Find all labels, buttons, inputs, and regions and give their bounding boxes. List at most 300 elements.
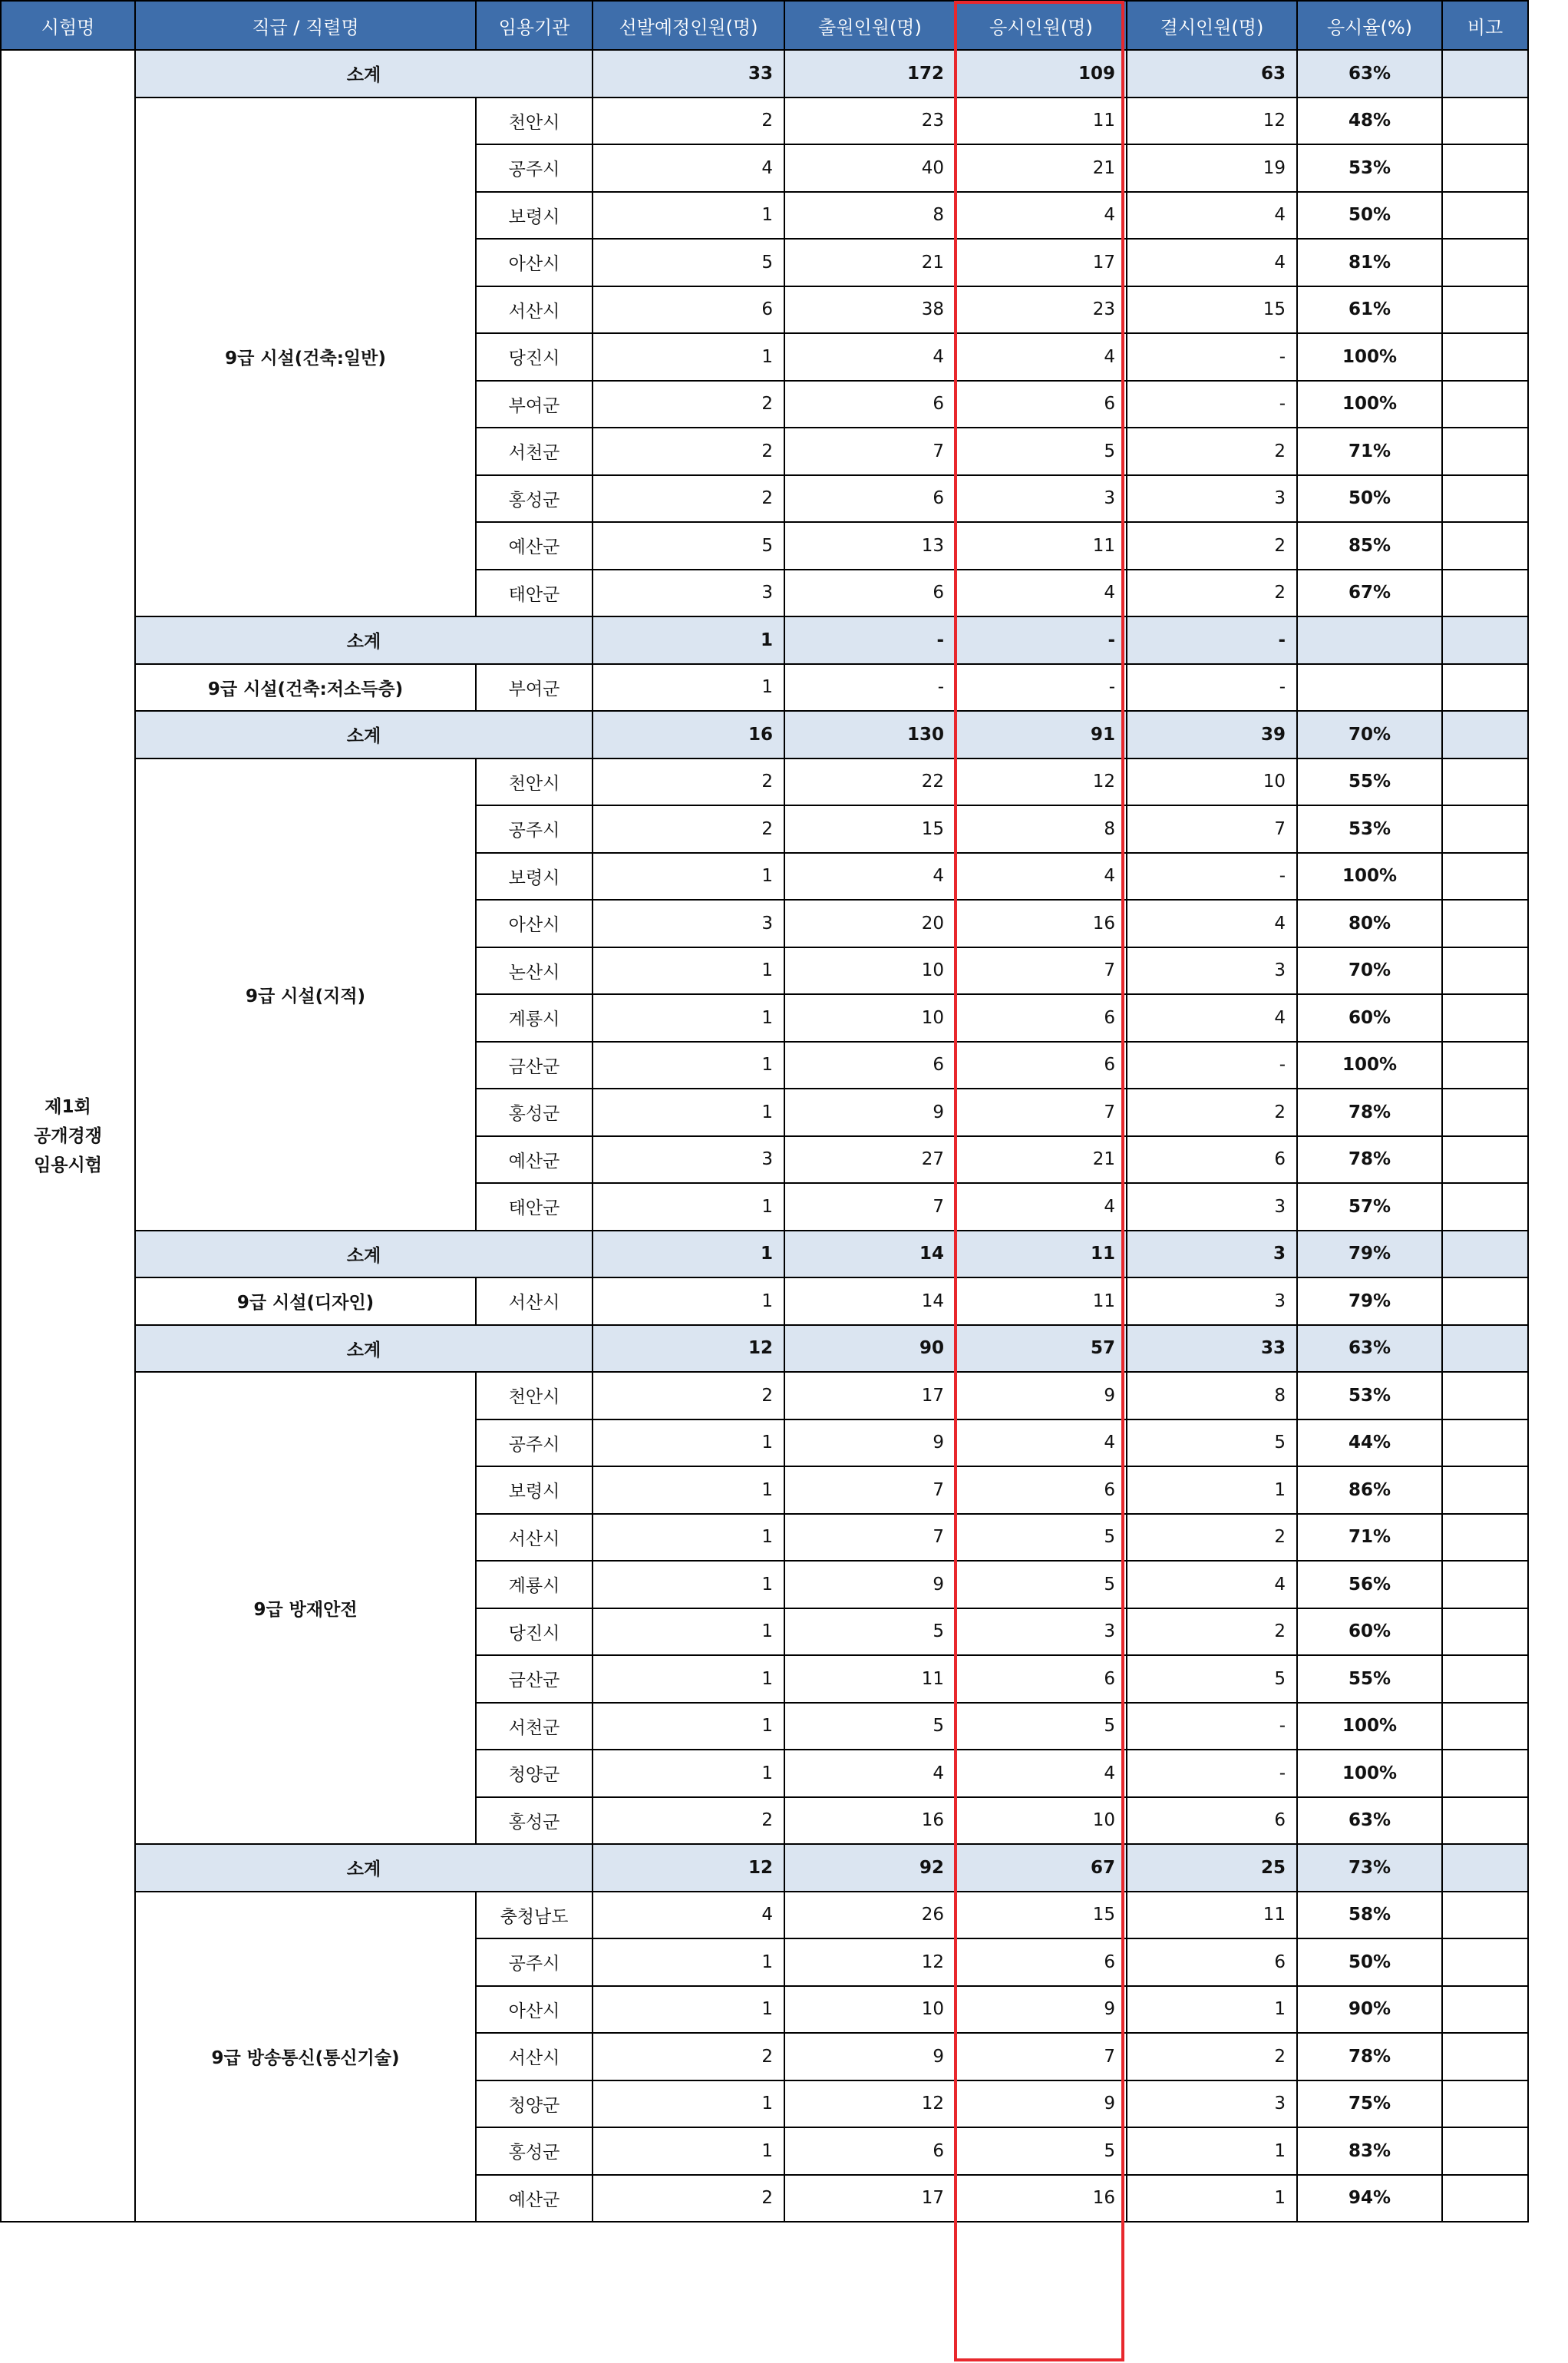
- absent-cell: 15: [1127, 286, 1297, 334]
- absent-cell: 2: [1127, 1608, 1297, 1656]
- planned-cell: 1: [593, 1042, 784, 1089]
- subtotal-absent: 3: [1127, 1231, 1297, 1278]
- attended-cell: 21: [956, 144, 1127, 192]
- planned-cell: 1: [593, 1466, 784, 1514]
- planned-cell: 2: [593, 2175, 784, 2223]
- position-name-cell: 9급 시설(디자인): [135, 1277, 476, 1325]
- attended-cell: 4: [956, 1183, 1127, 1231]
- note-cell: [1442, 428, 1528, 475]
- applied-cell: 23: [784, 97, 956, 145]
- position-name-cell: 9급 방재안전: [135, 1372, 476, 1844]
- note-cell: [1442, 239, 1528, 286]
- planned-cell: 1: [593, 1514, 784, 1562]
- subtotal-row: [1, 1844, 1528, 1892]
- rate-cell: 94%: [1297, 2175, 1442, 2223]
- absent-cell: 2: [1127, 1514, 1297, 1562]
- applied-cell: 22: [784, 758, 956, 806]
- agency-cell: 계룡시: [476, 994, 593, 1042]
- note-cell: [1442, 947, 1528, 995]
- rate-cell: 53%: [1297, 144, 1442, 192]
- applied-cell: 10: [784, 1986, 956, 2034]
- note-cell: [1442, 1561, 1528, 1608]
- applied-cell: 14: [784, 1277, 956, 1325]
- subtotal-attended: 91: [956, 711, 1127, 758]
- rate-cell: 78%: [1297, 1136, 1442, 1184]
- planned-cell: 2: [593, 1372, 784, 1419]
- agency-cell: 홍성군: [476, 2127, 593, 2175]
- note-cell: [1442, 2033, 1528, 2080]
- applied-cell: 15: [784, 805, 956, 853]
- note-cell: [1442, 758, 1528, 806]
- agency-cell: 공주시: [476, 144, 593, 192]
- attended-cell: 7: [956, 1089, 1127, 1136]
- agency-cell: 홍성군: [476, 1797, 593, 1845]
- planned-cell: 1: [593, 1089, 784, 1136]
- subtotal-rate: [1297, 616, 1442, 664]
- note-cell: [1442, 333, 1528, 381]
- rate-cell: 100%: [1297, 853, 1442, 901]
- note-cell: [1442, 570, 1528, 617]
- header-attended: 응시인원(명): [956, 1, 1127, 50]
- rate-cell: 44%: [1297, 1419, 1442, 1467]
- rate-cell: 56%: [1297, 1561, 1442, 1608]
- applied-cell: 6: [784, 381, 956, 428]
- planned-cell: 1: [593, 947, 784, 995]
- applied-cell: 12: [784, 2080, 956, 2128]
- table-row: [1, 1892, 1528, 1939]
- rate-cell: 53%: [1297, 805, 1442, 853]
- applied-cell: 7: [784, 1183, 956, 1231]
- applied-cell: 27: [784, 1136, 956, 1184]
- absent-cell: 6: [1127, 1797, 1297, 1845]
- subtotal-applied: -: [784, 616, 956, 664]
- absent-cell: -: [1127, 1703, 1297, 1750]
- applied-cell: 9: [784, 1089, 956, 1136]
- applied-cell: 7: [784, 1466, 956, 1514]
- table-body: [1, 1, 1528, 2222]
- absent-cell: 3: [1127, 2080, 1297, 2128]
- subtotal-label: 소계: [135, 1844, 593, 1892]
- position-name-cell: 9급 시설(지적): [135, 758, 476, 1231]
- agency-cell: 공주시: [476, 1938, 593, 1986]
- agency-cell: 홍성군: [476, 475, 593, 523]
- planned-cell: 2: [593, 381, 784, 428]
- agency-cell: 태안군: [476, 1183, 593, 1231]
- attended-cell: 7: [956, 947, 1127, 995]
- attended-cell: 6: [956, 1466, 1127, 1514]
- subtotal-absent: 33: [1127, 1325, 1297, 1373]
- attended-cell: 9: [956, 1986, 1127, 2034]
- planned-cell: 2: [593, 2033, 784, 2080]
- rate-cell: 100%: [1297, 381, 1442, 428]
- attended-cell: 6: [956, 994, 1127, 1042]
- absent-cell: -: [1127, 1042, 1297, 1089]
- agency-cell: 금산군: [476, 1042, 593, 1089]
- applied-cell: 38: [784, 286, 956, 334]
- rate-cell: 71%: [1297, 1514, 1442, 1562]
- position-name-cell: 9급 시설(건축:일반): [135, 97, 476, 617]
- attended-cell: 5: [956, 1703, 1127, 1750]
- agency-cell: 논산시: [476, 947, 593, 995]
- rate-cell: 71%: [1297, 428, 1442, 475]
- absent-cell: -: [1127, 333, 1297, 381]
- applied-cell: 7: [784, 1514, 956, 1562]
- planned-cell: 6: [593, 286, 784, 334]
- planned-cell: 1: [593, 1183, 784, 1231]
- applied-cell: 16: [784, 1797, 956, 1845]
- agency-cell: 서천군: [476, 428, 593, 475]
- agency-cell: 아산시: [476, 1986, 593, 2034]
- planned-cell: 1: [593, 1703, 784, 1750]
- planned-cell: 3: [593, 1136, 784, 1184]
- planned-cell: 1: [593, 2127, 784, 2175]
- header-position: 직급 / 직렬명: [135, 1, 476, 50]
- absent-cell: 4: [1127, 900, 1297, 947]
- absent-cell: -: [1127, 1750, 1297, 1797]
- note-cell: [1442, 1986, 1528, 2034]
- subtotal-planned: 12: [593, 1325, 784, 1373]
- attended-cell: 10: [956, 1797, 1127, 1845]
- planned-cell: 1: [593, 1938, 784, 1986]
- absent-cell: 2: [1127, 522, 1297, 570]
- absent-cell: 6: [1127, 1938, 1297, 1986]
- attended-cell: 11: [956, 97, 1127, 145]
- planned-cell: 5: [593, 522, 784, 570]
- subtotal-planned: 12: [593, 1844, 784, 1892]
- header-row: [1, 1, 1528, 50]
- subtotal-row: [1, 1231, 1528, 1278]
- agency-cell: 천안시: [476, 758, 593, 806]
- subtotal-rate: 63%: [1297, 50, 1442, 97]
- agency-cell: 금산군: [476, 1655, 593, 1703]
- subtotal-absent: 63: [1127, 50, 1297, 97]
- subtotal-note: [1442, 711, 1528, 758]
- rate-cell: 50%: [1297, 475, 1442, 523]
- note-cell: [1442, 2080, 1528, 2128]
- note-cell: [1442, 1750, 1528, 1797]
- rate-cell: 100%: [1297, 1703, 1442, 1750]
- note-cell: [1442, 994, 1528, 1042]
- subtotal-label: 소계: [135, 1231, 593, 1278]
- agency-cell: 당진시: [476, 1608, 593, 1656]
- rate-cell: 70%: [1297, 947, 1442, 995]
- rate-cell: 60%: [1297, 1608, 1442, 1656]
- agency-cell: 당진시: [476, 333, 593, 381]
- subtotal-rate: 73%: [1297, 1844, 1442, 1892]
- planned-cell: 1: [593, 1655, 784, 1703]
- note-cell: [1442, 381, 1528, 428]
- exam-name-line: 임용시험: [34, 1155, 102, 1175]
- table-row: [1, 664, 1528, 712]
- agency-cell: 공주시: [476, 1419, 593, 1467]
- subtotal-row: [1, 711, 1528, 758]
- rate-cell: 67%: [1297, 570, 1442, 617]
- absent-cell: 4: [1127, 239, 1297, 286]
- agency-cell: 계룡시: [476, 1561, 593, 1608]
- subtotal-rate: 63%: [1297, 1325, 1442, 1373]
- attended-cell: 8: [956, 805, 1127, 853]
- exam-name-line: 제1회: [45, 1096, 91, 1117]
- rate-cell: 83%: [1297, 2127, 1442, 2175]
- subtotal-absent: 25: [1127, 1844, 1297, 1892]
- note-cell: [1442, 522, 1528, 570]
- planned-cell: 1: [593, 192, 784, 240]
- header-planned: 선발예정인원(명): [593, 1, 784, 50]
- applied-cell: 9: [784, 1561, 956, 1608]
- subtotal-absent: -: [1127, 616, 1297, 664]
- note-cell: [1442, 1089, 1528, 1136]
- note-cell: [1442, 1419, 1528, 1467]
- attended-cell: -: [956, 664, 1127, 712]
- agency-cell: 부여군: [476, 381, 593, 428]
- attended-cell: 5: [956, 1514, 1127, 1562]
- applied-cell: 21: [784, 239, 956, 286]
- attended-cell: 23: [956, 286, 1127, 334]
- agency-cell: 서산시: [476, 1277, 593, 1325]
- subtotal-attended: 67: [956, 1844, 1127, 1892]
- attended-cell: 12: [956, 758, 1127, 806]
- absent-cell: 2: [1127, 428, 1297, 475]
- rate-cell: 55%: [1297, 758, 1442, 806]
- attended-cell: 9: [956, 2080, 1127, 2128]
- subtotal-row: [1, 616, 1528, 664]
- subtotal-label: 소계: [135, 616, 593, 664]
- absent-cell: 5: [1127, 1655, 1297, 1703]
- attended-cell: 6: [956, 1042, 1127, 1089]
- agency-cell: 천안시: [476, 97, 593, 145]
- planned-cell: 2: [593, 428, 784, 475]
- applied-cell: 20: [784, 900, 956, 947]
- planned-cell: 2: [593, 758, 784, 806]
- agency-cell: 서천군: [476, 1703, 593, 1750]
- note-cell: [1442, 1372, 1528, 1419]
- agency-cell: 공주시: [476, 805, 593, 853]
- rate-cell: 100%: [1297, 333, 1442, 381]
- note-cell: [1442, 475, 1528, 523]
- applied-cell: 9: [784, 2033, 956, 2080]
- rate-cell: 63%: [1297, 1797, 1442, 1845]
- subtotal-attended: 57: [956, 1325, 1127, 1373]
- planned-cell: 5: [593, 239, 784, 286]
- note-cell: [1442, 900, 1528, 947]
- applied-cell: 40: [784, 144, 956, 192]
- rate-cell: 50%: [1297, 192, 1442, 240]
- position-name-cell: 9급 방송통신(통신기술): [135, 1892, 476, 2223]
- subtotal-row: [1, 50, 1528, 97]
- subtotal-note: [1442, 1325, 1528, 1373]
- note-cell: [1442, 1797, 1528, 1845]
- planned-cell: 1: [593, 853, 784, 901]
- planned-cell: 1: [593, 1561, 784, 1608]
- table-row: [1, 1372, 1528, 1419]
- rate-cell: 75%: [1297, 2080, 1442, 2128]
- rate-cell: 80%: [1297, 900, 1442, 947]
- agency-cell: 예산군: [476, 1136, 593, 1184]
- rate-cell: 78%: [1297, 1089, 1442, 1136]
- note-cell: [1442, 1892, 1528, 1939]
- absent-cell: 4: [1127, 994, 1297, 1042]
- agency-cell: 홍성군: [476, 1089, 593, 1136]
- agency-cell: 보령시: [476, 192, 593, 240]
- planned-cell: 1: [593, 1419, 784, 1467]
- agency-cell: 천안시: [476, 1372, 593, 1419]
- note-cell: [1442, 805, 1528, 853]
- absent-cell: 4: [1127, 192, 1297, 240]
- exam-name-line: 공개경쟁: [34, 1125, 102, 1146]
- applied-cell: 13: [784, 522, 956, 570]
- applied-cell: 6: [784, 475, 956, 523]
- rate-cell: 48%: [1297, 97, 1442, 145]
- planned-cell: 3: [593, 570, 784, 617]
- absent-cell: 2: [1127, 2033, 1297, 2080]
- planned-cell: 1: [593, 1986, 784, 2034]
- header-absent: 결시인원(명): [1127, 1, 1297, 50]
- planned-cell: 1: [593, 664, 784, 712]
- note-cell: [1442, 1183, 1528, 1231]
- note-cell: [1442, 2127, 1528, 2175]
- subtotal-planned: 33: [593, 50, 784, 97]
- note-cell: [1442, 2175, 1528, 2223]
- absent-cell: 19: [1127, 144, 1297, 192]
- note-cell: [1442, 664, 1528, 712]
- note-cell: [1442, 286, 1528, 334]
- absent-cell: 1: [1127, 2175, 1297, 2223]
- applied-cell: 7: [784, 428, 956, 475]
- attended-cell: 3: [956, 1608, 1127, 1656]
- subtotal-label: 소계: [135, 1325, 593, 1373]
- note-cell: [1442, 1136, 1528, 1184]
- attended-cell: 5: [956, 2127, 1127, 2175]
- attended-cell: 16: [956, 2175, 1127, 2223]
- absent-cell: 12: [1127, 97, 1297, 145]
- subtotal-note: [1442, 1231, 1528, 1278]
- agency-cell: 보령시: [476, 853, 593, 901]
- agency-cell: 충청남도: [476, 1892, 593, 1939]
- note-cell: [1442, 1938, 1528, 1986]
- planned-cell: 1: [593, 2080, 784, 2128]
- applied-cell: 6: [784, 570, 956, 617]
- subtotal-attended: 11: [956, 1231, 1127, 1278]
- absent-cell: -: [1127, 853, 1297, 901]
- rate-cell: 90%: [1297, 1986, 1442, 2034]
- applied-cell: 8: [784, 192, 956, 240]
- agency-cell: 아산시: [476, 239, 593, 286]
- applied-cell: 4: [784, 333, 956, 381]
- subtotal-rate: 79%: [1297, 1231, 1442, 1278]
- absent-cell: 10: [1127, 758, 1297, 806]
- attended-cell: 4: [956, 1750, 1127, 1797]
- attended-cell: 3: [956, 475, 1127, 523]
- attended-cell: 17: [956, 239, 1127, 286]
- agency-cell: 청양군: [476, 2080, 593, 2128]
- absent-cell: 4: [1127, 1561, 1297, 1608]
- attended-cell: 11: [956, 522, 1127, 570]
- subtotal-attended: 109: [956, 50, 1127, 97]
- planned-cell: 2: [593, 805, 784, 853]
- applied-cell: 12: [784, 1938, 956, 1986]
- absent-cell: 11: [1127, 1892, 1297, 1939]
- header-rate: 응시율(%): [1297, 1, 1442, 50]
- attended-cell: 6: [956, 1655, 1127, 1703]
- applied-cell: 9: [784, 1419, 956, 1467]
- planned-cell: 2: [593, 475, 784, 523]
- attended-cell: 6: [956, 381, 1127, 428]
- absent-cell: -: [1127, 664, 1297, 712]
- subtotal-planned: 1: [593, 1231, 784, 1278]
- agency-cell: 서산시: [476, 1514, 593, 1562]
- attended-cell: 6: [956, 1938, 1127, 1986]
- subtotal-applied: 90: [784, 1325, 956, 1373]
- planned-cell: 1: [593, 333, 784, 381]
- rate-cell: [1297, 664, 1442, 712]
- note-cell: [1442, 1466, 1528, 1514]
- position-name-cell: 9급 시설(건축:저소득층): [135, 664, 476, 712]
- absent-cell: 7: [1127, 805, 1297, 853]
- agency-cell: 태안군: [476, 570, 593, 617]
- rate-cell: 60%: [1297, 994, 1442, 1042]
- header-exam: 시험명: [1, 1, 135, 50]
- subtotal-label: 소계: [135, 50, 593, 97]
- note-cell: [1442, 1277, 1528, 1325]
- agency-cell: 서산시: [476, 2033, 593, 2080]
- note-cell: [1442, 1655, 1528, 1703]
- subtotal-rate: 70%: [1297, 711, 1442, 758]
- agency-cell: 보령시: [476, 1466, 593, 1514]
- note-cell: [1442, 97, 1528, 145]
- subtotal-row: [1, 1325, 1528, 1373]
- agency-cell: 예산군: [476, 522, 593, 570]
- applied-cell: 6: [784, 2127, 956, 2175]
- planned-cell: 4: [593, 144, 784, 192]
- applied-cell: 6: [784, 1042, 956, 1089]
- rate-cell: 86%: [1297, 1466, 1442, 1514]
- header-applied: 출원인원(명): [784, 1, 956, 50]
- applied-cell: 5: [784, 1608, 956, 1656]
- note-cell: [1442, 1608, 1528, 1656]
- rate-cell: 58%: [1297, 1892, 1442, 1939]
- attended-cell: 4: [956, 570, 1127, 617]
- rate-cell: 85%: [1297, 522, 1442, 570]
- planned-cell: 4: [593, 1892, 784, 1939]
- agency-cell: 예산군: [476, 2175, 593, 2223]
- attended-cell: 15: [956, 1892, 1127, 1939]
- note-cell: [1442, 853, 1528, 901]
- attended-cell: 4: [956, 192, 1127, 240]
- attended-cell: 9: [956, 1372, 1127, 1419]
- applied-cell: 11: [784, 1655, 956, 1703]
- absent-cell: 2: [1127, 570, 1297, 617]
- note-cell: [1442, 192, 1528, 240]
- rate-cell: 50%: [1297, 1938, 1442, 1986]
- subtotal-planned: 16: [593, 711, 784, 758]
- applied-cell: 17: [784, 1372, 956, 1419]
- subtotal-applied: 14: [784, 1231, 956, 1278]
- exam-name-cell: [1, 50, 135, 2222]
- agency-cell: 부여군: [476, 664, 593, 712]
- note-cell: [1442, 1703, 1528, 1750]
- rate-cell: 57%: [1297, 1183, 1442, 1231]
- absent-cell: 1: [1127, 1986, 1297, 2034]
- planned-cell: 2: [593, 1797, 784, 1845]
- absent-cell: 5: [1127, 1419, 1297, 1467]
- planned-cell: 1: [593, 1277, 784, 1325]
- attended-cell: 4: [956, 853, 1127, 901]
- applied-cell: -: [784, 664, 956, 712]
- rate-cell: 55%: [1297, 1655, 1442, 1703]
- note-cell: [1442, 1042, 1528, 1089]
- table-row: [1, 97, 1528, 145]
- note-cell: [1442, 1514, 1528, 1562]
